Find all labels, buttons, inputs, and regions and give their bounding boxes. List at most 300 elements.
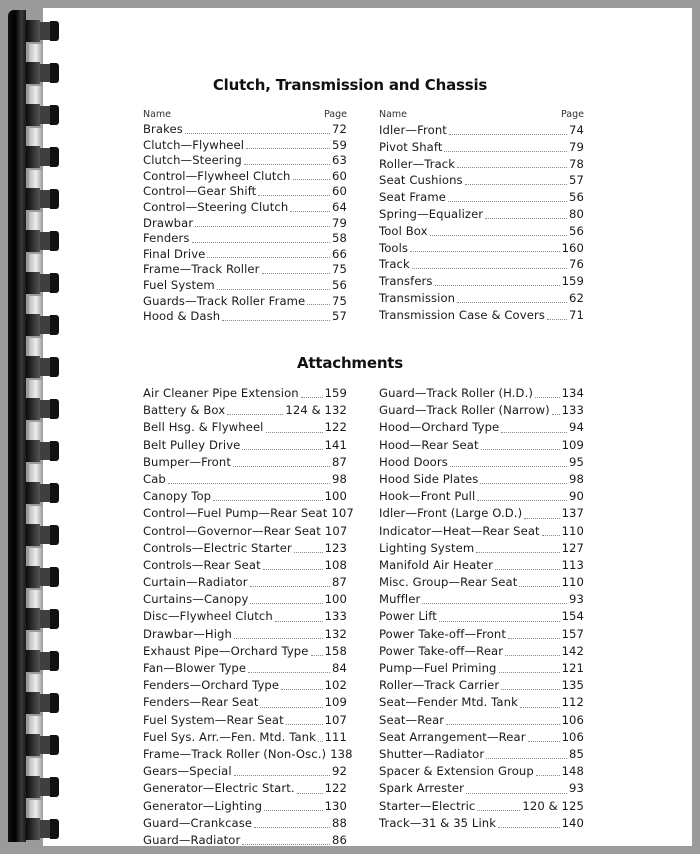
dot-leader xyxy=(250,585,330,587)
dot-leader xyxy=(242,448,322,450)
index-entry xyxy=(129,184,347,200)
entry-name: Seat—Fender Mtd. Tank xyxy=(379,695,518,710)
dot-leader xyxy=(301,396,323,398)
entry-page: 79 xyxy=(569,139,584,154)
binding-gap xyxy=(29,296,43,316)
index-entry xyxy=(379,437,584,454)
entry-name: Shutter—Radiator xyxy=(379,746,485,761)
index-entry xyxy=(365,273,584,290)
binding-tooth xyxy=(26,440,62,462)
entry-name: Hook—Front Pull xyxy=(379,489,476,504)
dot-leader xyxy=(242,843,330,845)
index-entry xyxy=(379,574,584,591)
index-entry xyxy=(143,694,347,711)
entry-page: 87 xyxy=(332,575,347,590)
entry-name: Hood & Dash xyxy=(143,309,221,324)
index-entry xyxy=(129,138,347,154)
index-entry xyxy=(143,591,347,608)
dot-leader xyxy=(466,792,567,794)
entry-name: Disc—Flywheel Clutch xyxy=(143,609,273,624)
dot-leader xyxy=(439,620,560,622)
index-entry xyxy=(379,763,584,780)
entry-page: 85 xyxy=(569,746,584,761)
binding-tooth xyxy=(26,482,62,504)
index-entry xyxy=(365,189,584,206)
entry-page: 86 xyxy=(332,832,347,847)
entry-page: 100 xyxy=(324,489,347,504)
dot-leader xyxy=(266,431,323,433)
binding-tooth xyxy=(26,524,62,546)
entry-name: Control—Steering Clutch xyxy=(143,199,289,214)
dot-leader xyxy=(318,740,323,742)
dot-leader xyxy=(430,234,567,236)
dot-leader xyxy=(234,637,323,639)
binding-spine xyxy=(8,10,26,842)
entry-page: 127 xyxy=(561,540,584,555)
binding-tooth xyxy=(26,314,62,336)
entry-name: Clutch—Steering xyxy=(143,153,242,168)
index-entry xyxy=(143,437,347,454)
entry-page: 95 xyxy=(569,454,584,469)
index-entry xyxy=(365,256,584,273)
binding-gap xyxy=(29,128,43,148)
dot-leader xyxy=(449,133,567,135)
index-entry xyxy=(129,169,347,185)
entry-name: Power Take-off—Front xyxy=(379,626,507,641)
dot-leader xyxy=(195,225,330,227)
entry-page: 109 xyxy=(324,695,347,710)
dot-leader xyxy=(457,301,567,303)
entry-name: Cab xyxy=(143,471,166,486)
dot-leader xyxy=(446,723,559,725)
index-entry xyxy=(379,815,584,832)
index-entry xyxy=(365,122,584,139)
dot-leader xyxy=(422,602,567,604)
entry-page: 120 & 125 xyxy=(522,798,584,813)
entry-page: 141 xyxy=(324,437,347,452)
index-entry xyxy=(143,763,347,780)
entry-page: 130 xyxy=(324,798,347,813)
entry-page: 64 xyxy=(332,199,347,214)
entry-page: 90 xyxy=(569,489,584,504)
entry-name: Fenders—Orchard Type xyxy=(143,678,280,693)
entry-name: Manifold Air Heater xyxy=(379,557,494,572)
entry-page: 94 xyxy=(569,420,584,435)
entry-page: 110 xyxy=(561,575,584,590)
index-entry xyxy=(129,278,347,294)
index-entry xyxy=(379,729,584,746)
entry-name: Generator—Electric Start. xyxy=(143,781,295,796)
index-entry xyxy=(379,780,584,797)
entry-page: 107 xyxy=(324,712,347,727)
binding-tooth xyxy=(26,566,62,588)
entry-page: 79 xyxy=(332,215,347,230)
index-entry xyxy=(143,454,347,471)
entry-page: 138 xyxy=(330,746,353,761)
binding-gap xyxy=(29,674,43,694)
entry-page: 107 xyxy=(324,523,348,538)
index-entry xyxy=(365,172,584,189)
index-entry xyxy=(129,200,347,216)
entry-name: Belt Pulley Drive xyxy=(143,437,241,452)
index-entry xyxy=(143,540,347,557)
binding-tooth xyxy=(26,734,62,756)
binding-tooth xyxy=(26,20,62,42)
binding-gap xyxy=(29,716,43,736)
entry-page: 75 xyxy=(332,262,347,277)
index-entry xyxy=(143,523,347,540)
index-entry xyxy=(379,454,584,471)
dot-leader xyxy=(499,671,560,673)
binding-tooth xyxy=(26,272,62,294)
entry-page: 56 xyxy=(569,223,584,238)
entry-name: Fenders—Rear Seat xyxy=(143,695,259,710)
entry-page: 159 xyxy=(561,274,584,289)
dot-leader xyxy=(263,568,323,570)
entry-page: 122 xyxy=(324,420,347,435)
index-entry xyxy=(143,608,347,625)
binding-gap xyxy=(29,170,43,190)
entry-name: Spacer & Extension Group xyxy=(379,764,534,779)
binding-gap xyxy=(29,506,43,526)
entry-name: Transmission xyxy=(379,290,456,305)
index-entry xyxy=(379,385,584,402)
dot-leader xyxy=(207,256,330,258)
dot-leader xyxy=(275,620,323,622)
section-title-attachments: Attachments xyxy=(296,354,404,372)
entry-page: 159 xyxy=(324,386,347,400)
binding-tooth xyxy=(26,188,62,210)
entry-name: Drawbar xyxy=(143,215,194,230)
entry-page: 87 xyxy=(332,454,347,469)
entry-page: 88 xyxy=(332,815,347,830)
entry-name: Roller—Track xyxy=(379,156,456,171)
entry-name: Fuel System—Rear Seat xyxy=(143,712,284,727)
entry-name: Frame—Track Roller xyxy=(143,262,260,277)
index-entry xyxy=(365,206,584,223)
entry-name: Seat—Rear xyxy=(379,712,445,727)
index-entry xyxy=(379,488,584,505)
index-entry xyxy=(379,557,584,574)
index-entry xyxy=(143,660,347,677)
entry-name: Frame—Track Roller (Non-Osc.) xyxy=(143,746,327,761)
index-entry xyxy=(143,780,347,797)
entry-page: 148 xyxy=(561,764,584,779)
binding-gap xyxy=(29,632,43,652)
entry-page: 92 xyxy=(332,764,347,779)
dot-leader xyxy=(552,413,560,415)
column-header xyxy=(365,108,584,122)
index-entry xyxy=(143,505,354,522)
entry-name: Drawbar—High xyxy=(143,626,232,641)
index-entry xyxy=(143,488,347,505)
entry-page: 158 xyxy=(324,643,347,658)
index-entry xyxy=(143,402,347,419)
dot-leader xyxy=(508,637,560,639)
entry-page: 72 xyxy=(332,122,347,136)
entry-name: Generator—Lighting xyxy=(143,798,263,813)
entry-page: 107 xyxy=(331,506,354,521)
binding-tooth xyxy=(26,104,62,126)
binding-gap xyxy=(29,380,43,400)
entry-name: Bumper—Front xyxy=(143,454,231,469)
dot-leader xyxy=(244,163,330,165)
entry-page: 140 xyxy=(561,815,584,830)
dot-leader xyxy=(528,740,560,742)
dot-leader xyxy=(290,210,330,212)
entry-name: Guard—Track Roller (H.D.) xyxy=(379,386,533,400)
binding-tooth xyxy=(26,398,62,420)
entry-page: 122 xyxy=(324,781,347,796)
entry-name: Seat Cushions xyxy=(379,173,463,188)
entry-name: Control—Gear Shift xyxy=(143,184,257,199)
dot-leader xyxy=(410,250,560,252)
entry-page: 59 xyxy=(332,137,347,152)
index-entry xyxy=(379,591,584,608)
index-entry xyxy=(379,643,584,660)
entry-name: Fuel System xyxy=(143,277,215,292)
entry-name: Transfers xyxy=(379,274,433,289)
entry-page: 63 xyxy=(332,153,347,168)
dot-leader xyxy=(450,465,567,467)
dot-leader xyxy=(233,465,330,467)
entry-name: Air Cleaner Pipe Extension xyxy=(143,386,299,400)
entry-page: 58 xyxy=(332,231,347,246)
header-page: Page xyxy=(561,109,584,120)
section-title-chassis: Clutch, Transmission and Chassis xyxy=(212,76,488,94)
index-entry xyxy=(143,677,347,694)
index-entry xyxy=(365,290,584,307)
entry-name: Power Take-off—Rear xyxy=(379,643,504,658)
entry-name: Track xyxy=(379,257,410,272)
entry-name: Tools xyxy=(379,240,409,255)
dot-leader xyxy=(222,319,330,321)
entry-page: 75 xyxy=(332,293,347,308)
entry-name: Guard—Crankcase xyxy=(143,815,253,830)
entry-page: 110 xyxy=(561,523,584,538)
entry-page: 80 xyxy=(569,206,584,221)
entry-name: Misc. Group—Rear Seat xyxy=(379,575,518,590)
entry-name: Pump—Fuel Priming xyxy=(379,661,497,675)
dot-leader xyxy=(234,774,330,776)
entry-page: 106 xyxy=(561,729,584,744)
binding-gap xyxy=(29,422,43,442)
index-entry xyxy=(129,231,347,247)
entry-name: Seat Arrangement—Rear xyxy=(379,729,526,744)
entry-page: 108 xyxy=(324,557,347,572)
dot-leader xyxy=(293,178,331,180)
dot-leader xyxy=(448,200,567,202)
binding-tooth xyxy=(26,146,62,168)
entry-name: Starter—Electric xyxy=(379,798,476,813)
index-entry xyxy=(129,122,347,138)
entry-name: Roller—Track Carrier xyxy=(379,678,500,693)
entry-name: Gears—Special xyxy=(143,764,232,779)
entry-name: Hood Doors xyxy=(379,454,448,469)
dot-leader xyxy=(480,482,567,484)
entry-name: Clutch—Flywheel xyxy=(143,137,245,152)
index-entry xyxy=(143,419,347,436)
dot-leader xyxy=(501,688,559,690)
index-entry xyxy=(143,712,347,729)
index-entry xyxy=(379,402,584,419)
binding-gap xyxy=(29,254,43,274)
entry-name: Controls—Rear Seat xyxy=(143,557,261,572)
dot-leader xyxy=(535,396,560,398)
dot-leader xyxy=(412,267,567,269)
entry-name: Seat Frame xyxy=(379,190,446,205)
dot-leader xyxy=(217,288,330,290)
index-entry xyxy=(379,540,584,557)
dot-leader xyxy=(297,792,323,794)
dot-leader xyxy=(192,241,331,243)
entry-page: 106 xyxy=(561,712,584,727)
entry-page: 137 xyxy=(561,506,584,521)
entry-page: 57 xyxy=(569,173,584,188)
entry-page: 132 xyxy=(324,626,347,641)
entry-name: Final Drive xyxy=(143,246,206,261)
entry-name: Bell Hsg. & Flywheel xyxy=(143,420,264,435)
dot-leader xyxy=(519,585,559,587)
index-entry xyxy=(379,694,584,711)
entry-page: 78 xyxy=(569,156,584,171)
header-name: Name xyxy=(143,109,172,120)
dot-leader xyxy=(185,132,330,134)
entry-name: Control—Governor—Rear Seat xyxy=(143,523,321,538)
entry-name: Hood—Orchard Type xyxy=(379,420,500,435)
dot-leader xyxy=(281,688,322,690)
entry-page: 111 xyxy=(324,729,347,744)
entry-page: 134 xyxy=(561,386,584,400)
entry-page: 112 xyxy=(561,695,584,710)
binding-gap xyxy=(29,44,43,64)
index-entry xyxy=(129,247,347,263)
entry-name: Battery & Box xyxy=(143,403,226,418)
binding-tooth xyxy=(26,650,62,672)
column-header xyxy=(129,108,347,122)
entry-page: 84 xyxy=(332,661,347,675)
dot-leader xyxy=(435,284,560,286)
entry-page: 160 xyxy=(561,240,584,255)
dot-leader xyxy=(254,826,330,828)
binding-gap xyxy=(29,212,43,232)
entry-page: 60 xyxy=(332,168,347,183)
entry-name: Hood Side Plates xyxy=(379,471,479,486)
binding-tooth xyxy=(26,230,62,252)
entry-name: Hood—Rear Seat xyxy=(379,437,479,452)
entry-page: 113 xyxy=(561,557,584,572)
entry-name: Indicator—Heat—Rear Seat xyxy=(379,523,540,538)
index-entry xyxy=(379,505,584,522)
index-entry xyxy=(365,307,584,324)
dot-leader xyxy=(258,194,330,196)
index-entry xyxy=(365,156,584,173)
entry-page: 109 xyxy=(561,437,584,452)
index-entry xyxy=(379,712,584,729)
entry-page: 71 xyxy=(569,307,584,322)
entry-page: 124 & 132 xyxy=(285,403,347,418)
entry-page: 102 xyxy=(324,678,347,693)
entry-page: 56 xyxy=(332,277,347,292)
entry-page: 98 xyxy=(332,471,347,486)
dot-leader xyxy=(457,166,567,168)
entry-name: Transmission Case & Covers xyxy=(379,307,545,322)
entry-name: Spring—Equalizer xyxy=(379,206,484,221)
entry-name: Exhaust Pipe—Orchard Type xyxy=(143,643,309,658)
binding-gap xyxy=(29,758,43,778)
binding-gap xyxy=(29,590,43,610)
entry-page: 62 xyxy=(569,290,584,305)
entry-page: 157 xyxy=(561,626,584,641)
index-entry xyxy=(379,660,584,677)
dot-leader xyxy=(168,482,330,484)
entry-page: 121 xyxy=(561,661,584,675)
index-entry xyxy=(379,677,584,694)
entry-name: Canopy Top xyxy=(143,489,212,504)
entry-page: 123 xyxy=(324,540,347,555)
dot-leader xyxy=(262,272,331,274)
index-entry xyxy=(379,419,584,436)
dot-leader xyxy=(536,774,560,776)
index-entry xyxy=(143,471,347,488)
index-entry xyxy=(379,523,584,540)
attachments-column-left xyxy=(143,385,354,849)
dot-leader xyxy=(505,654,559,656)
chassis-column-left xyxy=(129,108,347,325)
entry-page: 133 xyxy=(561,403,584,418)
dot-leader xyxy=(307,303,330,305)
index-entry xyxy=(379,798,584,815)
index-entry xyxy=(143,746,353,763)
binding-gap xyxy=(29,548,43,568)
entry-name: Brakes xyxy=(143,122,183,136)
entry-name: Fuel Sys. Arr.—Fen. Mtd. Tank xyxy=(143,729,316,744)
entry-name: Lighting System xyxy=(379,540,475,555)
entry-name: Fan—Blower Type xyxy=(143,661,247,675)
entry-name: Tool Box xyxy=(379,223,428,238)
dot-leader xyxy=(264,809,322,811)
binding-gap xyxy=(29,464,43,484)
index-entry xyxy=(365,240,584,257)
dot-leader xyxy=(213,499,322,501)
entry-name: Muffler xyxy=(379,592,421,607)
index-entry xyxy=(143,798,347,815)
entry-page: 56 xyxy=(569,190,584,205)
index-entry xyxy=(143,729,347,746)
dot-leader xyxy=(246,147,330,149)
dot-leader xyxy=(311,654,323,656)
entry-page: 93 xyxy=(569,592,584,607)
dot-leader xyxy=(524,517,559,519)
index-entry xyxy=(379,471,584,488)
index-entry xyxy=(379,746,584,763)
index-entry xyxy=(143,643,347,660)
entry-page: 133 xyxy=(324,609,347,624)
dot-leader xyxy=(481,448,560,450)
index-entry xyxy=(129,216,347,232)
entry-page: 57 xyxy=(332,309,347,324)
entry-name: Guard—Radiator xyxy=(143,832,241,847)
index-entry xyxy=(143,574,347,591)
entry-page: 74 xyxy=(569,123,584,137)
index-entry xyxy=(143,385,347,402)
binding-tooth xyxy=(26,692,62,714)
chassis-column-right xyxy=(365,108,584,324)
index-entry xyxy=(129,153,347,169)
index-entry xyxy=(143,626,347,643)
dot-leader xyxy=(260,706,322,708)
dot-leader xyxy=(498,826,559,828)
